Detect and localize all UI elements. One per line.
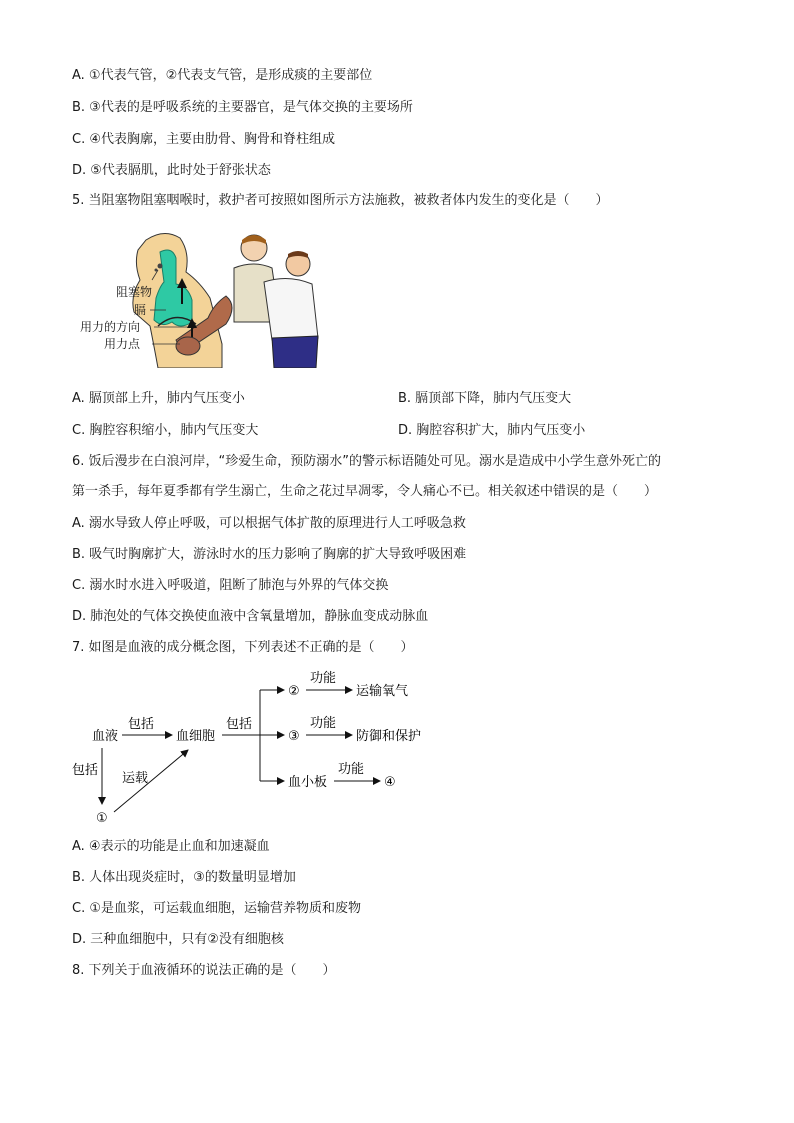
q5-stem: 5. 当阻塞物阻塞咽喉时，救护者可按照如图所示方法施救，被救者体内发生的变化是（ ）	[72, 193, 609, 208]
edge-carry: 运载	[122, 771, 149, 786]
edge-contains-2: 包括	[226, 717, 253, 732]
node-2: ②	[288, 684, 300, 699]
node-blood: 血液	[92, 729, 119, 744]
edge-function-c: 功能	[338, 762, 365, 777]
node-1: ①	[96, 811, 108, 826]
q5-option-b: B. 膈顶部下降，肺内气压变大	[398, 391, 572, 406]
node-blood-cells: 血细胞	[176, 729, 216, 744]
node-3: ③	[288, 729, 300, 744]
node-4: ④	[384, 775, 396, 790]
label-diaphragm: 膈	[134, 303, 147, 317]
q5-option-d: D. 胸腔容积扩大，肺内气压变小	[398, 423, 586, 438]
q7-option-d: D. 三种血细胞中，只有②没有细胞核	[72, 932, 284, 947]
q7-option-c: C. ①是血浆，可运载血细胞，运输营养物质和废物	[72, 901, 361, 916]
edge-function-a: 功能	[310, 671, 337, 686]
q5-option-a: A. 膈顶部上升，肺内气压变小	[72, 391, 245, 406]
q5-option-c: C. 胸腔容积缩小，肺内气压变大	[72, 423, 259, 438]
edge-contains-3: 包括	[72, 763, 99, 778]
q8-stem: 8. 下列关于血液循环的说法正确的是（ ）	[72, 963, 336, 978]
node-transport-oxygen: 运输氧气	[356, 684, 409, 699]
q6-stem-line2: 第一杀手，每年夏季都有学生溺亡，生命之花过早凋零，令人痛心不已。相关叙述中错误的是（ ）	[72, 484, 658, 499]
q6-stem-line1: 6. 饭后漫步在白浪河岸，“珍爱生命，预防溺水”的警示标语随处可见。溺水是造成中小学生意外死亡的	[72, 454, 662, 469]
q6-option-c: C. 溺水时水进入呼吸道，阻断了肺泡与外界的气体交换	[72, 578, 389, 593]
edge-contains-1: 包括	[128, 717, 155, 732]
q4-option-b: B. ③代表的是呼吸系统的主要器官，是气体交换的主要场所	[72, 100, 413, 115]
edge-function-b: 功能	[310, 716, 337, 731]
q5-figure	[76, 226, 326, 368]
q6-option-a: A. 溺水导致人停止呼吸，可以根据气体扩散的原理进行人工呼吸急救	[72, 516, 466, 531]
q4-option-c: C. ④代表胸廓，主要由肋骨、胸骨和脊柱组成	[72, 132, 335, 147]
q4-option-d: D. ⑤代表膈肌，此时处于舒张状态	[72, 163, 271, 178]
q6-option-d: D. 肺泡处的气体交换使血液中含氧量增加，静脉血变成动脉血	[72, 609, 429, 624]
q7-concept-diagram	[70, 664, 450, 830]
q7-option-a: A. ④表示的功能是止血和加速凝血	[72, 839, 270, 854]
label-obstruction: 阻塞物	[116, 285, 153, 299]
node-defense: 防御和保护	[356, 729, 422, 744]
q7-option-b: B. 人体出现炎症时，③的数量明显增加	[72, 870, 296, 885]
q6-option-b: B. 吸气时胸廓扩大，游泳时水的压力影响了胸廓的扩大导致呼吸困难	[72, 547, 467, 562]
q4-option-a: A. ①代表气管，②代表支气管，是形成痰的主要部位	[72, 68, 373, 83]
node-platelet: 血小板	[288, 775, 328, 790]
q7-stem: 7. 如图是血液的成分概念图，下列表述不正确的是（ ）	[72, 640, 414, 655]
label-force-direction: 用力的方向	[80, 320, 141, 334]
label-force-point: 用力点	[104, 337, 141, 351]
